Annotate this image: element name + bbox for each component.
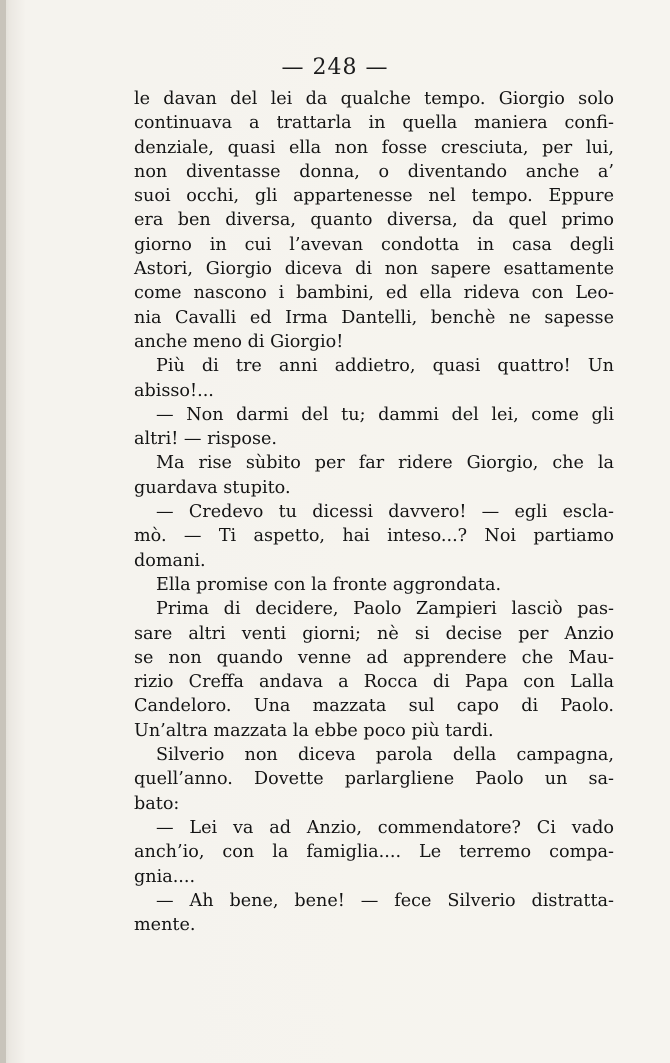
text-line: Un’altra mazzata la ebbe poco più tardi. bbox=[134, 720, 494, 741]
text-line: anche meno di Giorgio! bbox=[134, 331, 344, 352]
text-line: sare altri venti giorni; nè si decise per Anzio bbox=[134, 623, 614, 644]
text-line: come nascono i bambini, ed ella rideva con Leo- bbox=[134, 283, 614, 304]
text-line: Più di tre anni addietro, quasi quattro! Un bbox=[156, 356, 614, 377]
text-line: suoi occhi, gli appartenesse nel tempo. Eppure bbox=[134, 186, 614, 207]
text-line: nia Cavalli ed Irma Dantelli, benchè ne sapesse bbox=[134, 307, 614, 328]
text-line: guardava stupito. bbox=[134, 477, 291, 498]
text-line: Ma rise sùbito per far ridere Giorgio, che la bbox=[156, 453, 614, 474]
text-line: quell’anno. Dovette parlargliene Paolo un sa- bbox=[134, 769, 614, 790]
text-line: — Credevo tu dicessi davvero! — egli escla- bbox=[156, 502, 614, 523]
text-line: le davan del lei da qualche tempo. Giorgio solo bbox=[134, 89, 614, 109]
text-line: era ben diversa, quanto diversa, da quel primo bbox=[134, 210, 614, 231]
text-line: gnia.... bbox=[134, 866, 196, 887]
text-line: non diventasse donna, o diventando anche a’ bbox=[134, 161, 614, 182]
text-line: altri! — rispose. bbox=[134, 429, 278, 450]
text-line: bato: bbox=[134, 793, 180, 814]
page-gutter bbox=[0, 0, 6, 1063]
text-line: rizio Creffa andava a Rocca di Papa con Lalla bbox=[134, 672, 614, 693]
text-line: Candeloro. Una mazzata sul capo di Paolo. bbox=[134, 696, 614, 717]
text-line: abisso!... bbox=[134, 380, 214, 401]
text-line: Astori, Giorgio diceva di non sapere esattamente bbox=[134, 259, 614, 280]
text-line: — Non darmi del tu; dammi del lei, come gli bbox=[156, 404, 614, 425]
text-line: Prima di decidere, Paolo Zampieri lasciò pas- bbox=[156, 599, 614, 620]
text-line: Ella promise con la fronte aggrondata. bbox=[156, 574, 502, 595]
text-line: se non quando venne ad apprendere che Mau- bbox=[134, 647, 614, 668]
body-text bbox=[134, 87, 614, 937]
page-number: — 248 — bbox=[281, 55, 389, 80]
text-line: anch’io, con la famiglia.... Le terremo compa- bbox=[134, 842, 614, 863]
text-line: continuava a trattarla in quella maniera confi- bbox=[134, 113, 614, 134]
text-line: — Ah bene, bene! — fece Silverio distratta- bbox=[156, 890, 614, 911]
text-line: mò. — Ti aspetto, hai inteso...? Noi partiamo bbox=[134, 526, 614, 547]
text-line: — Lei va ad Anzio, commendatore? Ci vado bbox=[156, 817, 614, 838]
text-line: Silverio non diceva parola della campagna, bbox=[156, 745, 614, 766]
text-line: mente. bbox=[134, 915, 196, 936]
text-line: giorno in cui l’avevan condotta in casa degli bbox=[134, 234, 614, 255]
text-line: domani. bbox=[134, 550, 206, 571]
text-line: denziale, quasi ella non fosse cresciuta, per lui, bbox=[134, 137, 614, 158]
